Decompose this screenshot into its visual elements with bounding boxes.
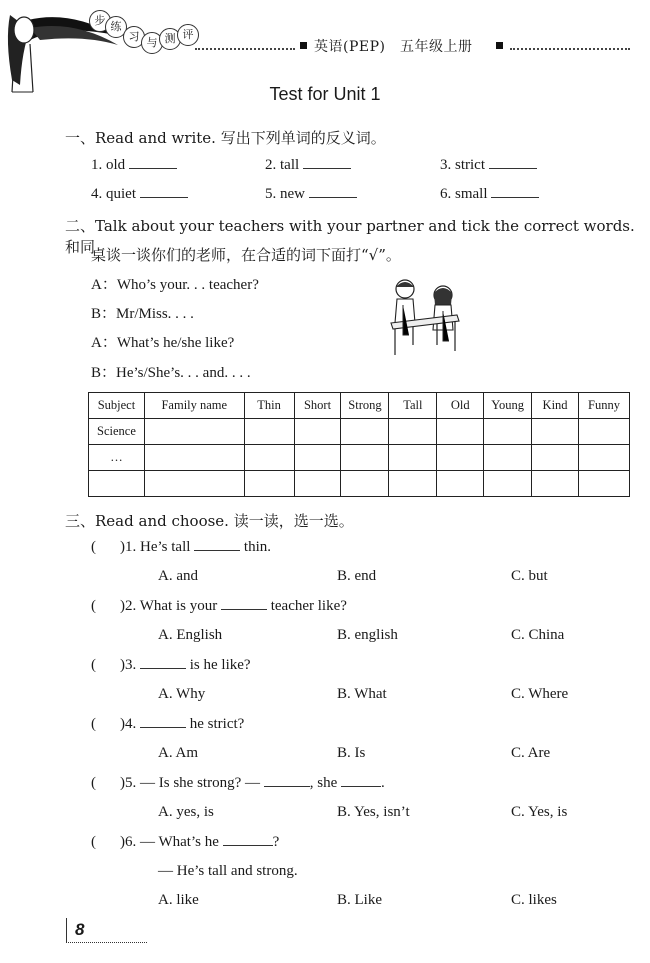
option[interactable]: A. and	[158, 568, 198, 584]
dialogue-line: B：He’s/She’s. . . and. . . .	[91, 365, 251, 381]
answer-paren[interactable]: (	[91, 539, 96, 555]
question-text: — Is she strong? —	[140, 775, 260, 791]
badge-char: 评	[177, 24, 199, 46]
section2-title-line1: Talk about your teachers with your partner and tick the correct words. 和同	[65, 217, 635, 256]
header-dotted-rule-right	[510, 48, 630, 50]
option[interactable]: B. end	[337, 568, 377, 584]
table-cell[interactable]	[244, 419, 294, 445]
table-cell[interactable]	[579, 445, 630, 471]
header-marker-right	[496, 42, 503, 49]
option[interactable]: C. but	[511, 568, 548, 584]
badge-char: 步	[89, 10, 111, 32]
badge-char: 练	[105, 16, 127, 38]
answer-blank[interactable]	[221, 608, 267, 610]
section1-heading	[65, 127, 386, 148]
table-cell[interactable]	[341, 471, 389, 497]
option[interactable]: B. What	[337, 686, 387, 702]
question-text: What is your	[139, 598, 218, 614]
question-number: )2.	[120, 598, 137, 614]
question-number: )6.	[120, 834, 137, 850]
question-number: )4.	[120, 716, 137, 732]
answer-blank[interactable]	[489, 167, 537, 169]
item-label: 3. strict	[440, 157, 485, 173]
table-header-row	[89, 393, 630, 419]
table-header-cell: Tall	[389, 393, 437, 419]
table-cell[interactable]	[244, 445, 294, 471]
item-label: 5. new	[265, 186, 305, 202]
question	[91, 598, 347, 615]
option[interactable]: B. Is	[337, 745, 366, 761]
table-subject-cell: …	[89, 445, 145, 471]
table-cell[interactable]	[294, 419, 341, 445]
table-header-cell: Kind	[532, 393, 579, 419]
table-header-cell: Funny	[579, 393, 630, 419]
table-cell[interactable]	[437, 471, 484, 497]
table-subject-cell	[89, 471, 145, 497]
table-cell[interactable]	[484, 419, 532, 445]
option[interactable]: B. Yes, isn’t	[337, 804, 410, 820]
table-header-cell: Thin	[244, 393, 294, 419]
question	[91, 716, 244, 733]
table-subject-cell: Science	[89, 419, 145, 445]
dialogue-line: B：Mr/Miss. . . .	[91, 306, 194, 322]
table-row	[89, 445, 630, 471]
table-cell[interactable]	[144, 471, 244, 497]
table-header-cell: Young	[484, 393, 532, 419]
table-cell[interactable]	[579, 419, 630, 445]
header-dotted-rule	[195, 48, 295, 50]
section3-heading	[65, 510, 354, 531]
table-cell[interactable]	[389, 419, 437, 445]
section1-item	[265, 157, 351, 174]
table-header-cell: Subject	[89, 393, 145, 419]
question-text: teacher like?	[270, 598, 347, 614]
header-marker-left	[300, 42, 307, 49]
option[interactable]: C. Are	[511, 745, 551, 761]
question-text: he strict?	[189, 716, 245, 732]
option[interactable]: C. likes	[511, 892, 557, 908]
table-cell[interactable]	[532, 471, 579, 497]
answer-blank[interactable]	[264, 785, 310, 787]
table-cell[interactable]	[294, 471, 341, 497]
option[interactable]: A. Why	[158, 686, 206, 702]
table-cell[interactable]	[341, 419, 389, 445]
answer-paren[interactable]: (	[91, 657, 96, 673]
table-cell[interactable]	[437, 419, 484, 445]
table-cell[interactable]	[484, 471, 532, 497]
question-text: ?	[272, 834, 280, 850]
option[interactable]: A. English	[158, 627, 223, 643]
question-number: )1.	[120, 539, 137, 555]
answer-paren[interactable]: (	[91, 598, 96, 614]
question-text: .	[381, 775, 385, 791]
question-text: , she	[309, 775, 338, 791]
answer-blank[interactable]	[223, 844, 273, 846]
question-text: is he like?	[189, 657, 251, 673]
answer-blank[interactable]	[309, 196, 357, 198]
option[interactable]: A. like	[158, 892, 199, 908]
answer-paren[interactable]: (	[91, 834, 96, 850]
section1-item	[91, 157, 177, 174]
answer-blank[interactable]	[129, 167, 177, 169]
table-header-cell: Short	[294, 393, 341, 419]
table-cell[interactable]	[244, 471, 294, 497]
question	[91, 775, 385, 792]
table-header-cell: Strong	[341, 393, 389, 419]
answer-blank[interactable]	[140, 196, 188, 198]
answer-blank[interactable]	[194, 549, 240, 551]
section1-item	[91, 186, 188, 203]
question	[91, 539, 271, 556]
option[interactable]: C. China	[511, 627, 565, 643]
section1-number: 一、	[65, 129, 96, 147]
answer-paren[interactable]: (	[91, 775, 96, 791]
section3-number: 三、	[65, 512, 96, 530]
section1-item	[440, 186, 539, 203]
table-cell[interactable]	[294, 445, 341, 471]
option[interactable]: C. Where	[511, 686, 569, 702]
table-row	[89, 471, 630, 497]
dialogue-line: A：Who’s your. . . teacher?	[91, 277, 259, 293]
table-cell[interactable]	[532, 445, 579, 471]
question-number: )5.	[120, 775, 137, 791]
answer-paren[interactable]: (	[91, 716, 96, 732]
table-cell[interactable]	[532, 419, 579, 445]
badge-char: 测	[159, 28, 181, 50]
table-row	[89, 419, 630, 445]
answer-blank[interactable]	[140, 726, 186, 728]
table-cell[interactable]	[144, 419, 244, 445]
table-cell[interactable]	[484, 445, 532, 471]
table-cell[interactable]	[341, 445, 389, 471]
table-header-cell: Old	[437, 393, 484, 419]
teacher-table	[88, 392, 630, 497]
item-label: 1. old	[91, 157, 126, 173]
question	[91, 834, 279, 851]
page-number: 8	[75, 920, 85, 939]
option[interactable]: B. Like	[337, 892, 382, 908]
badge-char: 习	[123, 26, 145, 48]
table-cell[interactable]	[437, 445, 484, 471]
page-title: Test for Unit 1	[269, 84, 381, 104]
section1-item	[440, 157, 537, 174]
dialogue-line: A：What’s he/she like?	[91, 335, 235, 351]
section2-number: 二、	[65, 217, 96, 235]
table-cell[interactable]	[144, 445, 244, 471]
header-badge	[85, 6, 210, 54]
section1-title: Read and write. 写出下列单词的反义词。	[95, 129, 386, 147]
table-cell[interactable]	[389, 471, 437, 497]
table-cell[interactable]	[389, 445, 437, 471]
question	[91, 657, 251, 674]
option[interactable]: C. Yes, is	[511, 804, 568, 820]
question-text: He’s tall	[140, 539, 191, 555]
option[interactable]: A. Am	[158, 745, 199, 761]
section2-title-line2: 桌谈一谈你们的老师，在合适的词下面打“√”。	[91, 246, 401, 264]
item-label: 6. small	[440, 186, 488, 202]
option[interactable]: A. yes, is	[158, 804, 214, 820]
header-title: 英语(PEP) 五年级上册	[314, 39, 473, 55]
answer-blank[interactable]	[341, 785, 381, 787]
answer-blank[interactable]	[491, 196, 539, 198]
table-cell[interactable]	[579, 471, 630, 497]
answer-blank[interactable]	[303, 167, 351, 169]
item-label: 2. tall	[265, 157, 300, 173]
section1-item	[265, 186, 357, 203]
kids-desk-illustration	[385, 275, 465, 360]
question-line2: — He’s tall and strong.	[158, 863, 298, 879]
question-text: — What’s he	[140, 834, 219, 850]
question-text: thin.	[243, 539, 271, 555]
option[interactable]: B. english	[337, 627, 398, 643]
badge-char: 与	[141, 32, 163, 54]
section3-title: Read and choose. 读一读，选一选。	[95, 512, 354, 530]
table-header-cell: Family name	[144, 393, 244, 419]
question-number: )3.	[120, 657, 137, 673]
answer-blank[interactable]	[140, 667, 186, 669]
item-label: 4. quiet	[91, 186, 136, 202]
